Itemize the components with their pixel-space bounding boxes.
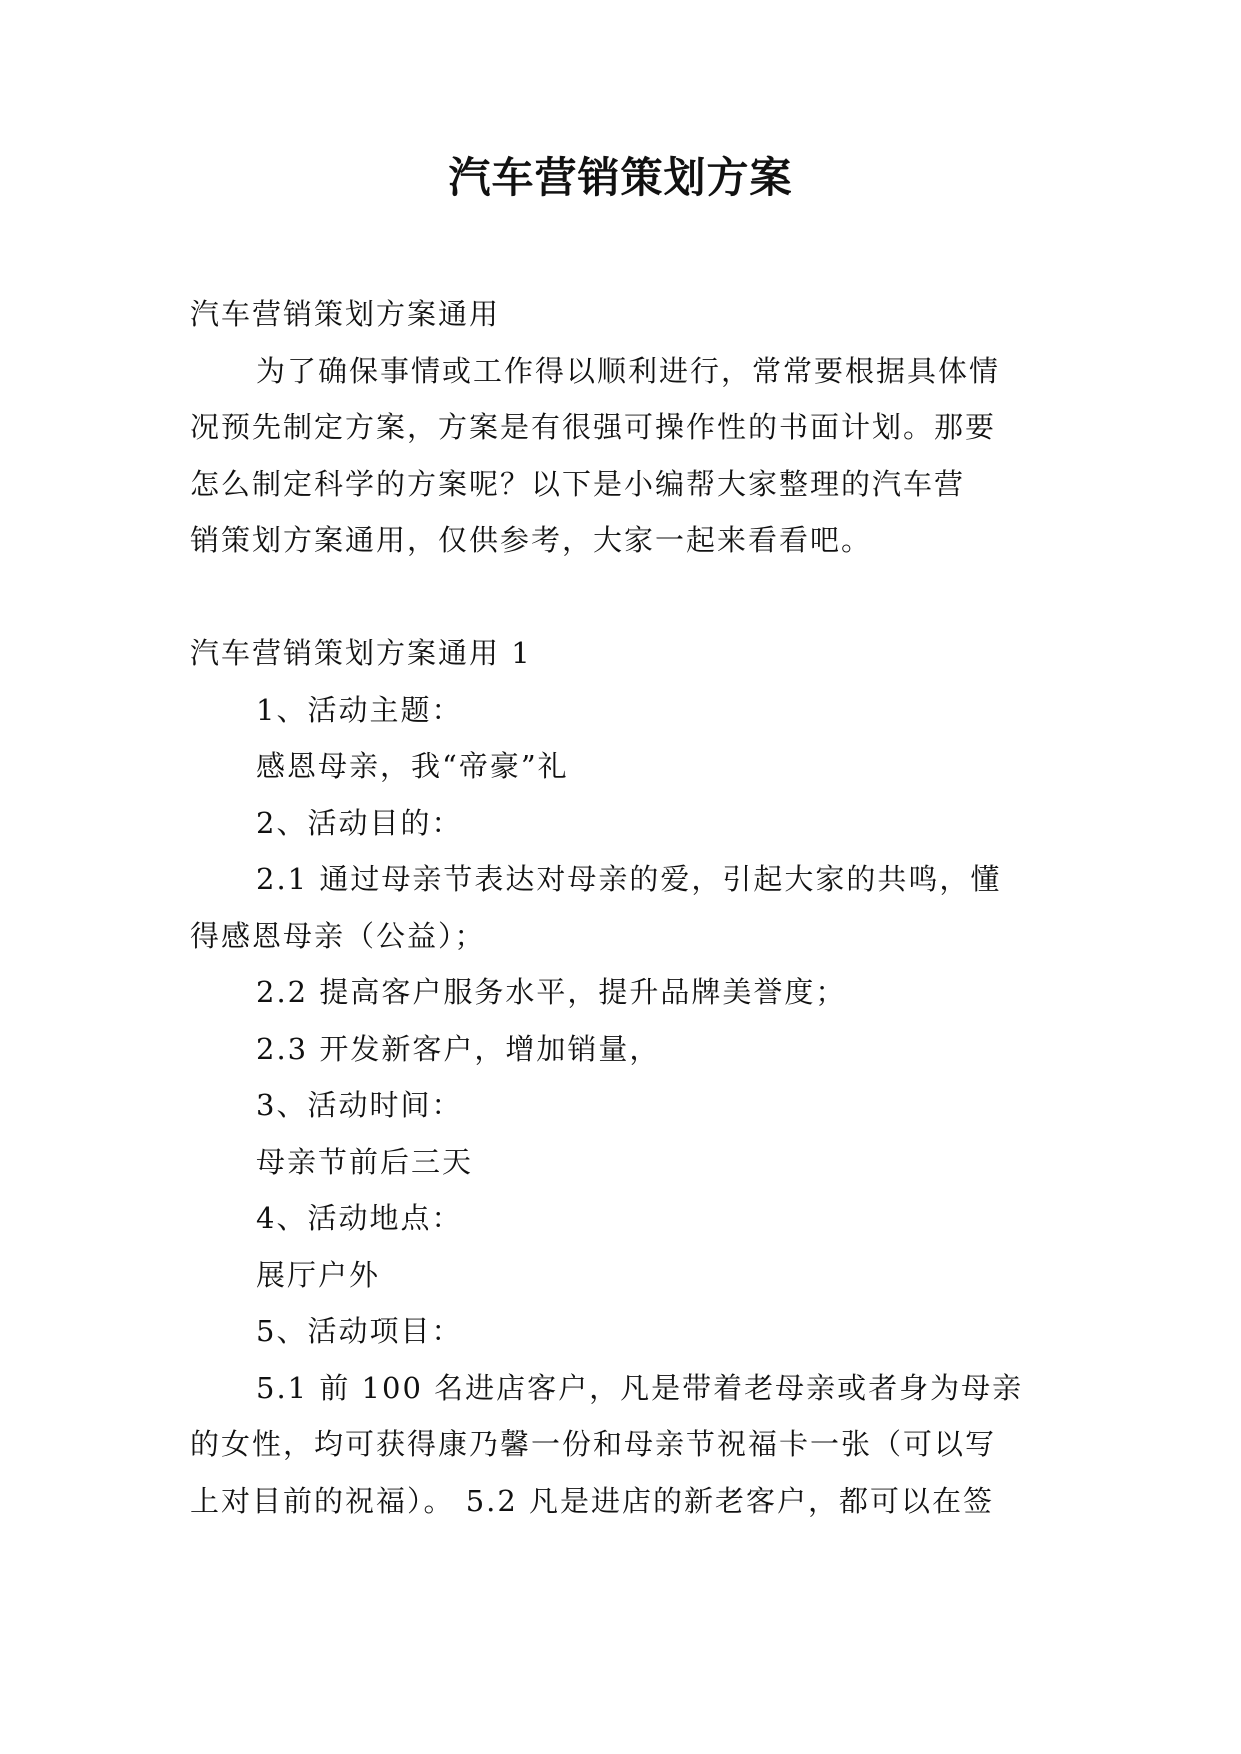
document-body <box>190 286 1050 1529</box>
item-text: 的女性，均可获得康乃馨一份和母亲节祝福卡一张（可以写 <box>190 1427 997 1461</box>
item-text: 5.1 前 100 名进店客户，凡是带着老母亲或者身为母亲 <box>256 1370 1024 1405</box>
item-text: 上对目前的祝福）。 5.2 凡是进店的新老客户，都可以在签 <box>190 1483 995 1518</box>
item-text: 2.2 提高客户服务水平，提升品牌美誉度； <box>256 975 847 1009</box>
item-heading: 1、活动主题： <box>256 692 463 727</box>
intro-line: 为了确保事情或工作得以顺利进行，常常要根据具体情 <box>256 353 1001 388</box>
item-text: 感恩母亲，我“帝豪”礼 <box>256 749 569 783</box>
document-subtitle: 汽车营销策划方案通用 <box>190 297 501 331</box>
document-title: 汽车营销策划方案 <box>448 153 793 202</box>
item-text: 2.3 开发新客户，增加销量， <box>256 1031 661 1066</box>
item-text: 2.1 通过母亲节表达对母亲的爱，引起大家的共鸣，懂 <box>256 862 1002 896</box>
item-heading: 5、活动项目： <box>256 1314 463 1348</box>
intro-line: 况预先制定方案，方案是有很强可操作性的书面计划。那要 <box>190 410 997 444</box>
section-heading: 汽车营销策划方案通用 1 <box>190 636 532 670</box>
item-heading: 3、活动时间： <box>256 1088 463 1122</box>
item-text: 展厅户外 <box>256 1257 381 1292</box>
item-heading: 4、活动地点： <box>256 1201 463 1235</box>
item-text: 得感恩母亲（公益）； <box>190 918 486 953</box>
paragraph-gap <box>190 569 1050 626</box>
intro-line: 销策划方案通用，仅供参考，大家一起来看看吧。 <box>190 523 873 557</box>
item-text: 母亲节前后三天 <box>256 1144 474 1179</box>
intro-line: 怎么制定科学的方案呢？以下是小编帮大家整理的汽车营 <box>190 466 966 501</box>
item-heading: 2、活动目的： <box>256 805 463 840</box>
